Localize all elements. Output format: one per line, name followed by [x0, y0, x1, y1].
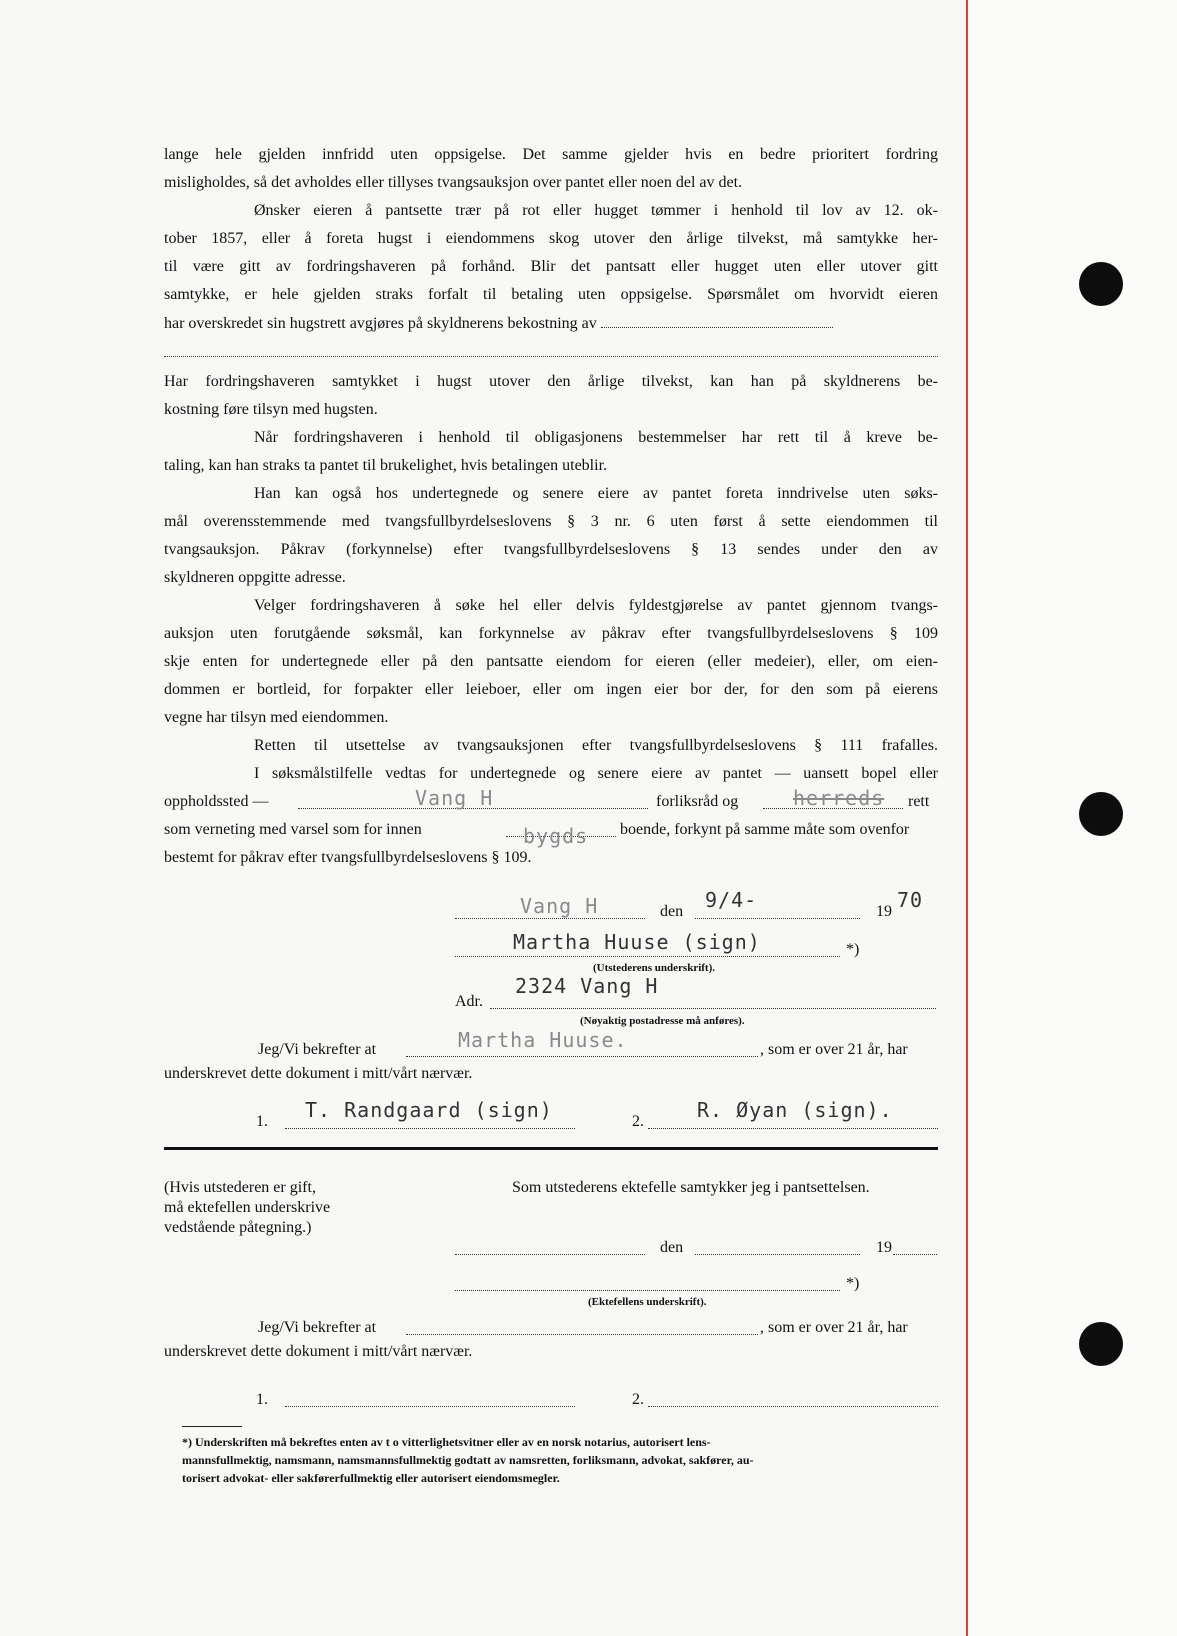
- text-line: [164, 313, 938, 334]
- spouse-witness-2-number: 2.: [632, 1391, 644, 1408]
- text-line: samtykke, er hele gjelden straks forfalt til betaling uten oppsigelse. Spørsmålet om hvorvidt eieren: [164, 286, 938, 303]
- text-line: Han kan også hos undertegnede og senere eiere av pantet foreta inndrivelse uten søks-: [254, 485, 938, 502]
- confirm-text: Jeg/Vi bekrefter at: [258, 1041, 377, 1058]
- text-line: taling, kan han straks ta pantet til brukelighet, hvis betalingen uteblir.: [164, 457, 608, 474]
- text-line: til være gitt av fordringshaveren på forhånd. Blir det pantsatt eller hugget uten eller utover gitt: [164, 258, 938, 275]
- footnote-rule: [182, 1426, 242, 1427]
- witness-name-text: Martha Huuse.: [458, 1028, 628, 1052]
- witness-2-number: 2.: [632, 1113, 644, 1130]
- footnote-line: torisert advokat- eller sakførerfullmektig eller autorisert eiendomsmegler.: [182, 1471, 560, 1485]
- handwritten-date: 9/4-: [705, 888, 758, 912]
- spouse-witness-2-field[interactable]: [648, 1392, 938, 1407]
- confirm-text: underskrevet dette dokument i mitt/vårt nærvær.: [164, 1343, 473, 1360]
- year-prefix: 19: [876, 903, 892, 920]
- address-label: Adr.: [455, 993, 483, 1010]
- punch-hole-1: [1079, 262, 1123, 306]
- confirm-text: , som er over 21 år, har: [760, 1041, 908, 1058]
- punch-hole-3: [1079, 1322, 1123, 1366]
- year-prefix: 19: [876, 1239, 892, 1256]
- text-segment: har overskredet sin hugstrett avgjøres på skyldnerens bekostning av: [164, 315, 597, 332]
- footnote-line: *) Underskriften må bekreftes enten av t o vitterlighetsvitner eller av en norsk notarius, autorisert lens-: [182, 1435, 711, 1449]
- text-segment: oppholdssted —: [164, 793, 269, 810]
- blank-line[interactable]: [601, 313, 833, 328]
- text-line: Velger fordringshaveren å søke hel eller delvis fyldestgjørelse av pantet gjennom tvangs-: [254, 597, 938, 614]
- confirm-text: Jeg/Vi bekrefter at: [258, 1319, 377, 1336]
- spouse-witness-1-number: 1.: [256, 1391, 268, 1408]
- handwritten-place: Vang H: [415, 786, 494, 810]
- section-divider: [164, 1147, 938, 1150]
- den-label: den: [660, 903, 684, 920]
- signature-text: Martha Huuse (sign): [513, 930, 761, 954]
- footnote-marker: *): [846, 941, 860, 958]
- witness-2-text: R. Øyan (sign).: [697, 1098, 893, 1122]
- handwritten-year: 70: [897, 888, 924, 912]
- text-line: Når fordringshaveren i henhold til obligasjonens bestemmelser har rett til å kreve be-: [254, 429, 938, 446]
- handwritten-district: bygds: [523, 824, 589, 848]
- blank-line[interactable]: [164, 344, 938, 357]
- spouse-consent: Som utstederens ektefelle samtykker jeg i pantsettelsen.: [512, 1179, 870, 1196]
- text-line: tober 1857, eller å foreta hugst i eiendommens skog utover den årlige tilvekst, må samtykke her-: [164, 230, 938, 247]
- spouse-date-field[interactable]: [695, 1240, 860, 1255]
- witness-1-text: T. Randgaard (sign): [305, 1098, 553, 1122]
- spouse-year-field[interactable]: [893, 1240, 937, 1255]
- spouse-witness-1-field[interactable]: [285, 1392, 575, 1407]
- text-line: kostning føre tilsyn med hugsten.: [164, 401, 378, 418]
- text-line: I søksmålstilfelle vedtas for undertegnede og senere eiere av pantet — uansett bopel eller: [254, 765, 938, 782]
- spouse-confirm-name-field[interactable]: [406, 1320, 758, 1335]
- footnote-marker: *): [846, 1275, 860, 1292]
- text-line: bestemt for påkrav efter tvangsfullbyrdelseslovens § 109.: [164, 849, 532, 866]
- confirm-text: underskrevet dette dokument i mitt/vårt nærvær.: [164, 1065, 473, 1082]
- address-caption: (Nøyaktig postadresse må anføres).: [580, 1015, 745, 1027]
- text-segment: forliksråd og: [656, 793, 739, 810]
- text-segment: som verneting med varsel som for innen: [164, 821, 422, 838]
- text-line: lange hele gjelden innfridd uten oppsigelse. Det samme gjelder hvis en bedre prioritert fordring: [164, 146, 938, 163]
- address-text: 2324 Vang H: [515, 974, 659, 998]
- signature-caption: (Utstederens underskrift).: [593, 962, 716, 974]
- text-line: vegne har tilsyn med eiendommen.: [164, 709, 389, 726]
- spouse-note: vedstående påtegning.): [164, 1219, 312, 1236]
- margin-red-line: [966, 0, 968, 1636]
- text-line: misligholdes, så det avholdes eller tillyses tvangsauksjon over pantet eller noen del av det.: [164, 174, 743, 191]
- spouse-note: må ektefellen underskrive: [164, 1199, 331, 1216]
- text-segment: rett: [908, 793, 930, 810]
- footnote-line: mannsfullmektig, namsmann, namsmannsfullmektig godtatt av namsretten, forliksmann, advokat, sakfører, au-: [182, 1453, 754, 1467]
- text-line: auksjon uten forutgående søksmål, kan forkynnelse av påkrav efter tvangsfullbyrdelseslovens § 109: [164, 625, 938, 642]
- confirm-text: , som er over 21 år, har: [760, 1319, 908, 1336]
- text-line: skje enten for undertegnede eller på den pantsatte eiendom for eieren (eller medeier), eller, om eien-: [164, 653, 938, 670]
- spouse-signature-field[interactable]: [455, 1276, 840, 1291]
- struck-court: herreds: [793, 786, 885, 810]
- handwritten-date-place: Vang H: [520, 894, 599, 918]
- text-line: Har fordringshaveren samtykket i hugst utover den årlige tilvekst, kan han på skyldnerens be-: [164, 373, 938, 390]
- punch-hole-2: [1079, 792, 1123, 836]
- spouse-place-field[interactable]: [455, 1240, 645, 1255]
- text-line: tvangsauksjon. Påkrav (forkynnelse) efter tvangsfullbyrdelseslovens § 13 sendes under den av: [164, 541, 938, 558]
- text-line: Ønsker eieren å pantsette trær på rot eller hugget tømmer i henhold til lov av 12. ok-: [254, 202, 938, 219]
- text-segment: boende, forkynt på samme måte som ovenfor: [620, 821, 910, 838]
- text-line: mål overensstemmende med tvangsfullbyrdelseslovens § 3 nr. 6 uten først å sette eiendommen til: [164, 513, 938, 530]
- text-line: skyldneren oppgitte adresse.: [164, 569, 346, 586]
- spouse-signature-caption: (Ektefellens underskrift).: [588, 1296, 707, 1308]
- right-margin: [968, 0, 1177, 1636]
- den-label: den: [660, 1239, 684, 1256]
- text-line: Retten til utsettelse av tvangsauksjonen efter tvangsfullbyrdelseslovens § 111 frafalles.: [254, 737, 938, 754]
- spouse-note: (Hvis utstederen er gift,: [164, 1179, 316, 1196]
- text-line: dommen er bortleid, for forpakter eller leieboer, eller om ingen eier bor der, for den som på eierens: [164, 681, 938, 698]
- witness-1-number: 1.: [256, 1113, 268, 1130]
